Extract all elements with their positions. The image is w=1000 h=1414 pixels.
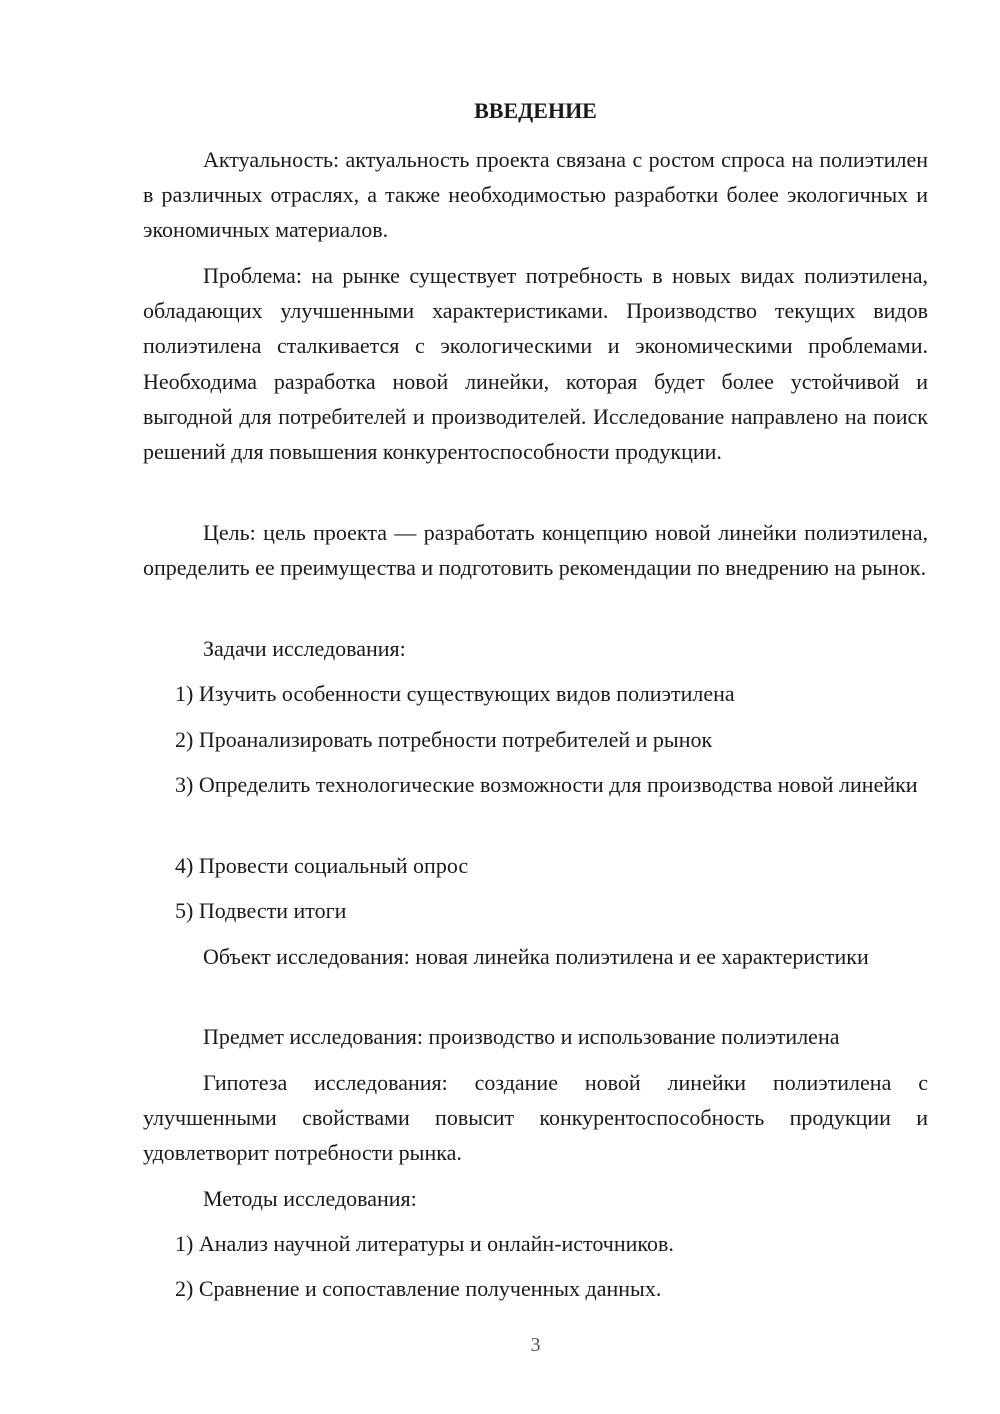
paragraph-subject: Предмет исследования: производство и использование полиэтилена — [203, 1024, 840, 1049]
paragraph-goal: Цель: цель проекта — разработать концепцию новой линейки полиэтилена, определить ее преимущества и подготовить рекомендации по внедрению на рынок. — [143, 520, 928, 581]
section-title: ВВЕДЕНИЕ — [474, 98, 597, 123]
paragraph-object: Объект исследования: новая линейка полиэтилена и ее характеристики — [203, 944, 869, 969]
list-item-method-2: 2) Сравнение и сопоставление полученных данных. — [175, 1276, 662, 1301]
paragraph-relevance: Актуальность: актуальность проекта связана с ростом спроса на полиэтилен в различных отраслях, а также необходимостью разработки более экологичных и экономичных материалов. — [143, 147, 928, 243]
paragraph-problem: Проблема: на рынке существует потребность в новых видах полиэтилена, обладающих улучшенными характеристиками. Производство текущих видов полиэтилена сталкивается с экологическими и экономическими проблемами. Необходима разработка новой линейки, которая будет более устойчивой и выгодной для потребителей и производителей. Исследование направлено на поиск решений для повышения конкурентоспособности продукции. — [143, 263, 928, 465]
list-item-task-1: 1) Изучить особенности существующих видов полиэтилена — [175, 681, 735, 706]
paragraph-tasks-heading: Задачи исследования: — [203, 636, 406, 661]
list-item-task-3: 3) Определить технологические возможности для производства новой линейки — [175, 772, 918, 797]
list-item-task-5: 5) Подвести итоги — [175, 898, 347, 923]
paragraph-methods-heading: Методы исследования: — [203, 1186, 417, 1211]
page-number: 3 — [530, 1334, 541, 1356]
list-item-task-2: 2) Проанализировать потребности потребителей и рынок — [175, 727, 713, 752]
list-item-method-1: 1) Анализ научной литературы и онлайн-источников. — [175, 1231, 674, 1256]
paragraph-hypothesis: Гипотеза исследования: создание новой линейки полиэтилена с улучшенными свойствами повысит конкурентоспособность продукции и удовлетворит потребности рынка. — [143, 1070, 928, 1166]
list-item-task-4: 4) Провести социальный опрос — [175, 853, 469, 878]
